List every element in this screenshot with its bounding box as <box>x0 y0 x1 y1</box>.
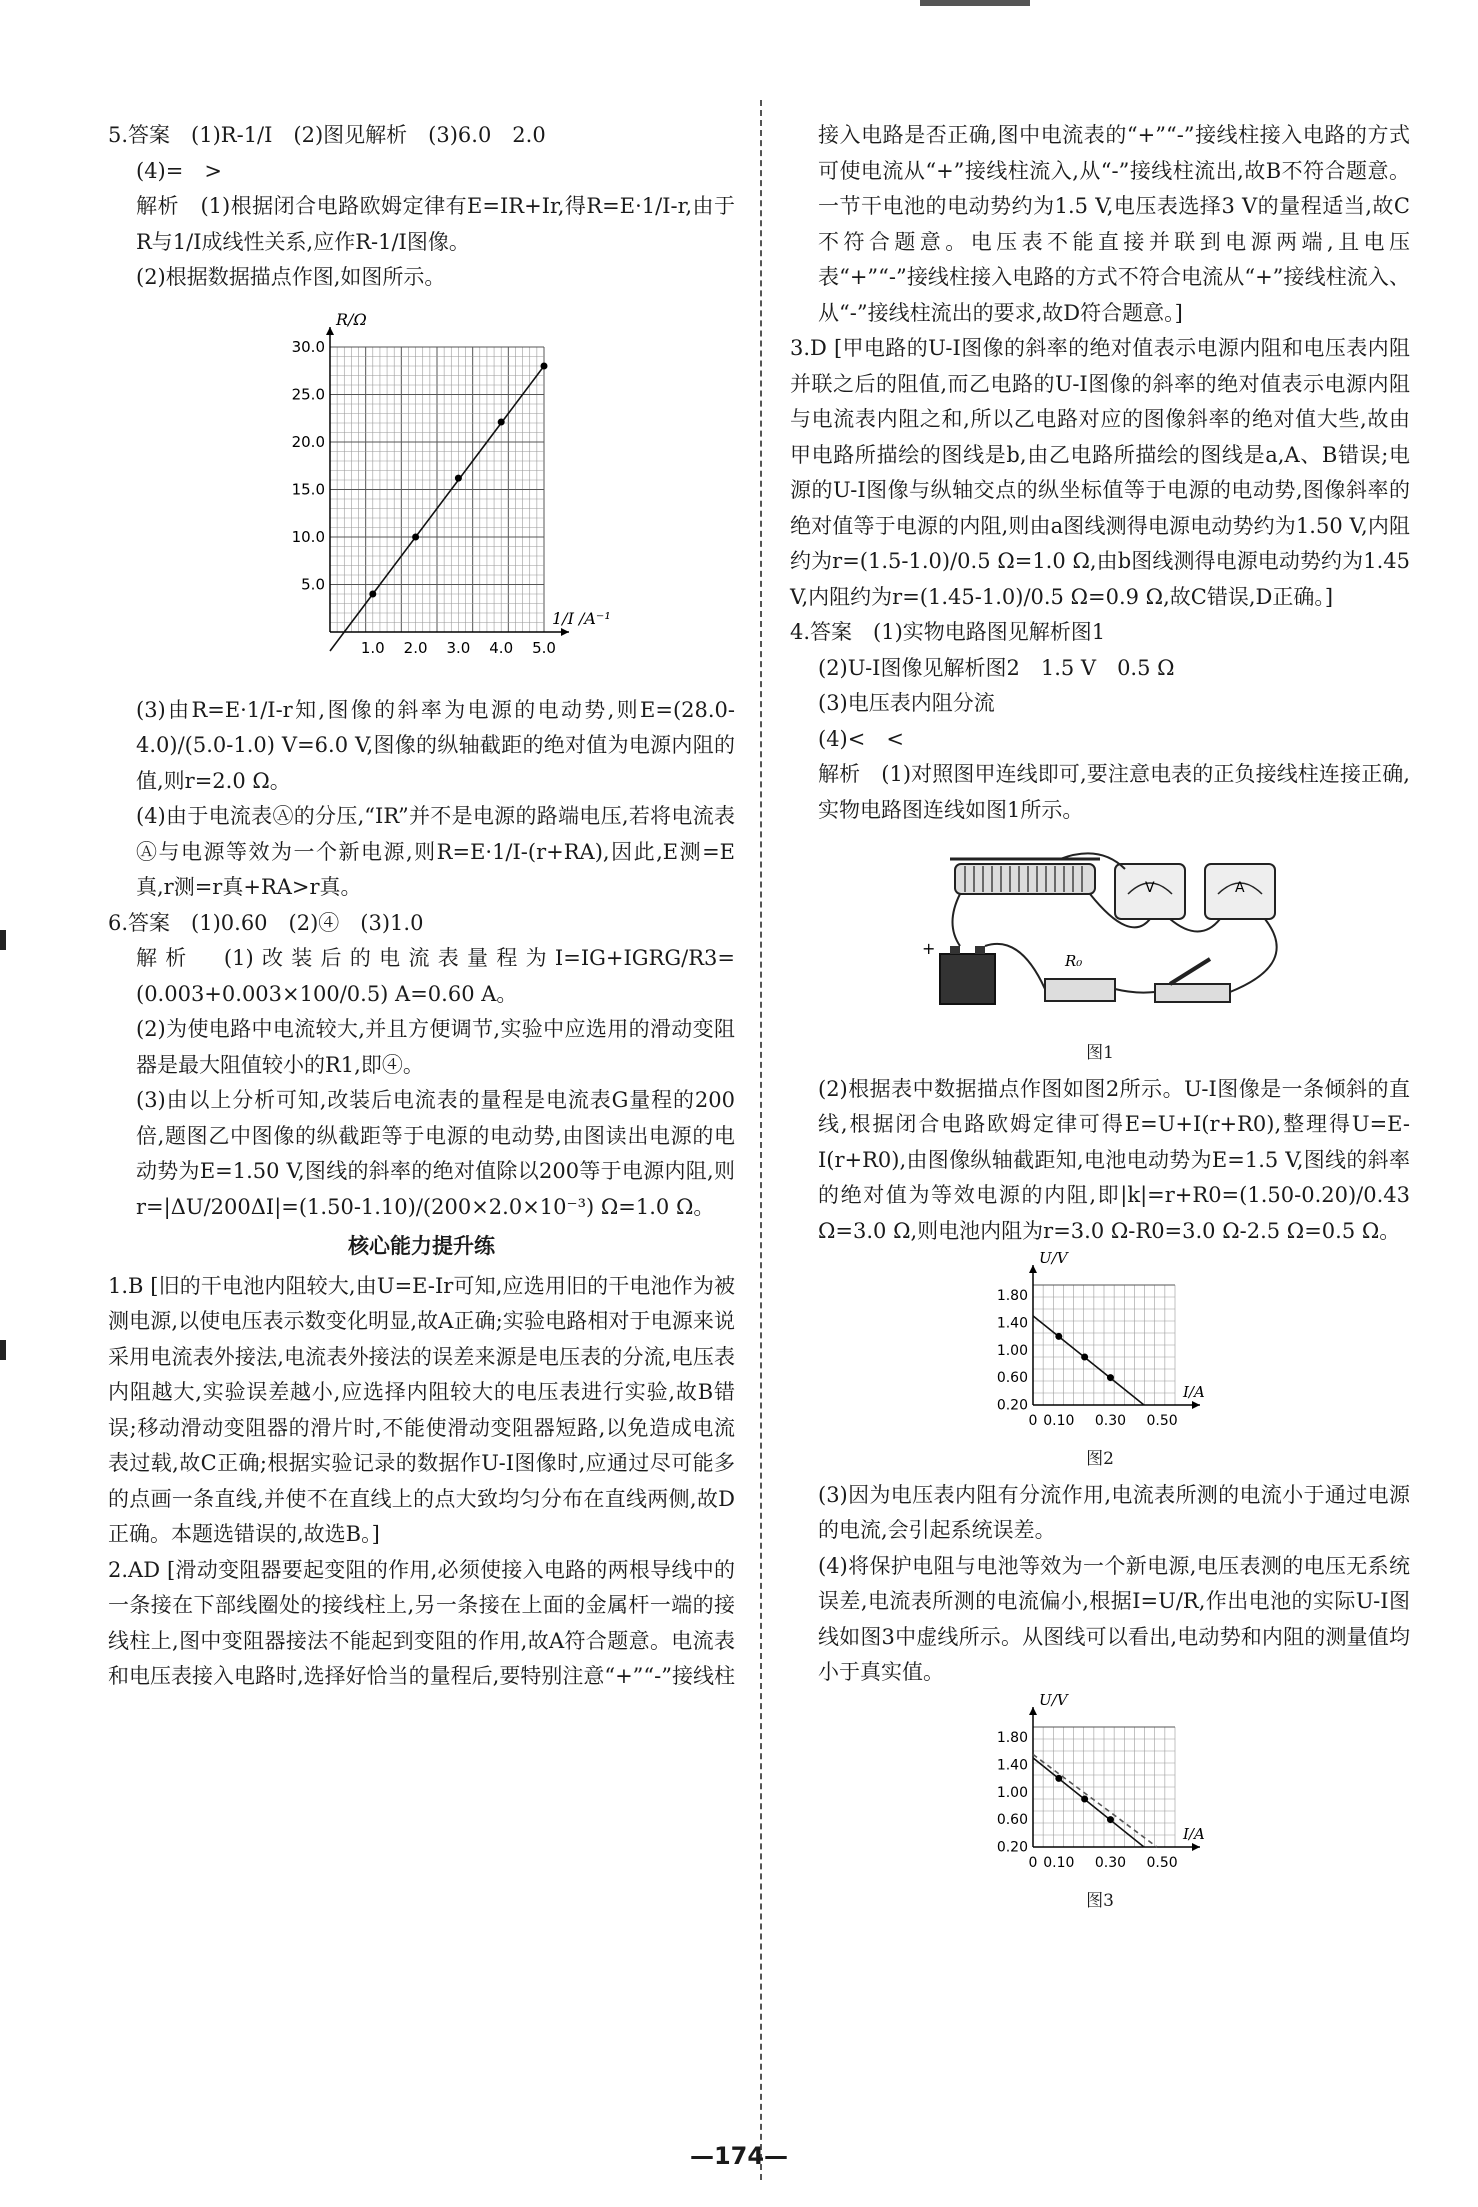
wire <box>953 894 961 946</box>
answer-item: 2.AD [滑动变阻器要起变阻的作用,必须使接入电路的两根导线中的一条接在下部线圈处的接线柱上,另一条接在上面的金属杆一端的接线柱上,图中变阻器接法不能起到变阻的作用,故A符合题意。电流表和电压表接入电路时,选择好恰当的量程后,要特别注意“+”“-”接线柱 <box>108 1557 735 1688</box>
y-axis-label: U/V <box>1039 1249 1068 1267</box>
x-tick-label: 4.0 <box>488 638 513 657</box>
y-tick-label: 1.00 <box>996 1342 1028 1359</box>
x-tick-label: 1.0 <box>360 638 385 657</box>
y-tick-label: 0.60 <box>996 1370 1028 1387</box>
figure-caption: 图2 <box>1086 1449 1114 1469</box>
resistor-r0 <box>1045 979 1115 1001</box>
y-tick-label: 1.40 <box>996 1756 1028 1773</box>
paragraph: (2)根据表中数据描点作图如图2所示。U-I图像是一条倾斜的直线,根据闭合电路欧姆定律可得E=U+I(r+R0),整理得U=E-I(r+R0),由图像纵轴截距知,电池电动势为E=1.5 V,图线的斜率的绝对值为等效电源的内阻,即|k|=r+R0=(1.50-0.20)/0.43 Ω=3.0 Ω,则电池内阻为r=3.0 Ω-R0=3.0 Ω-2.5 Ω=0.5 Ω。 <box>818 1076 1410 1243</box>
side-scan-mark <box>0 1340 6 1360</box>
side-scan-mark <box>0 930 6 950</box>
x-tick-label: 0.50 <box>1146 1854 1178 1871</box>
paragraph: 解析 (1)根据闭合电路欧姆定律有E=IR+Ir,得R=E·1/I-r,由于R与1/I成线性关系,应作R-1/I图像。 <box>136 194 735 254</box>
data-point <box>1081 1354 1088 1361</box>
paragraph: 接入电路是否正确,图中电流表的“+”“-”接线柱接入电路的方式可使电流从“+”接线柱流入,从“-”接线柱流出,故B不符合题意。一节干电池的电动势约为1.5 V,电压表选择3 V的量程适当,故C不符合题意。电压表不能直接并联到电源两端,且电压表“+”“-”接线柱接入电路的方式不符合电流从“+”接线柱流入、从“-”接线柱流出的要求,故D符合题意。] <box>818 123 1410 325</box>
y-axis-arrow <box>1029 1707 1037 1715</box>
r-vs-1-over-i-graph <box>272 302 611 687</box>
column-divider <box>760 100 762 2180</box>
circuit-diagram <box>900 834 1300 1034</box>
x-tick-label: 2.0 <box>403 638 428 657</box>
y-tick-label: 10.0 <box>291 527 325 546</box>
figure-caption: 图3 <box>1086 1890 1114 1911</box>
figure-caption: 图1 <box>1086 1043 1114 1063</box>
paragraph: 解析 (1)对照图甲连线即可,要注意电表的正负接线柱连接正确,实物电路图连线如图1所示。 <box>818 762 1410 822</box>
paragraph: (3)由以上分析可知,改装后电流表的量程是电流表G量程的200倍,题图乙中图像的纵截距等于电源的电动势,由图读出电源的电动势为E=1.50 V,图线的斜率的绝对值除以200等于电源内阻,则r=|ΔU/200ΔI|=(1.50-1.10)/(200×2.0×10⁻³) Ω=1.0 Ω。 <box>136 1088 735 1219</box>
paragraph: (4)= > <box>136 158 222 183</box>
dashed-fit-line <box>1033 1754 1157 1847</box>
x-tick-label: 0.30 <box>1094 1413 1127 1429</box>
x-axis-label: I/A <box>1183 1383 1205 1401</box>
y-tick-label: 0.20 <box>996 1839 1028 1856</box>
x-tick-label: 0.50 <box>1146 1413 1178 1429</box>
svg-text:A: A <box>1235 880 1245 896</box>
battery <box>940 954 995 1004</box>
data-point <box>1055 1333 1062 1340</box>
wire <box>1115 989 1155 993</box>
y-tick-label: 1.00 <box>996 1784 1028 1801</box>
data-point <box>540 362 547 369</box>
y-tick-label: 1.40 <box>996 1315 1028 1332</box>
y-axis-label: U/V <box>1039 1690 1068 1709</box>
y-tick-label: 0.20 <box>996 1397 1028 1414</box>
data-point <box>1081 1795 1088 1802</box>
paragraph: 解析 (1)改装后的电流表量程为I=IG+IGRG/R3=(0.003+0.003×100/0.5) A=0.60 A。 <box>136 946 735 1006</box>
switch <box>1155 984 1230 1002</box>
y-tick-label: 25.0 <box>291 385 325 403</box>
x-tick-label: 0.10 <box>1043 1413 1075 1429</box>
y-tick-label: 1.80 <box>996 1287 1028 1304</box>
y-axis-arrow <box>326 327 334 335</box>
y-axis-label: R/Ω <box>335 309 367 329</box>
y-axis-arrow <box>1029 1265 1037 1273</box>
wire <box>1230 919 1277 992</box>
x-tick-label: 0 <box>1028 1854 1038 1871</box>
fit-line <box>1033 1316 1144 1405</box>
x-axis-arrow <box>561 628 569 636</box>
wire <box>1170 919 1220 932</box>
right-column <box>790 118 1410 1919</box>
answer-item: 3.D [甲电路的U-I图像的斜率的绝对值表示电源内阻和电压表内阻并联之后的阻值,而乙电路的U-I图像的斜率的绝对值表示电源内阻与电流表内阻之和,所以乙电路对应的图像斜率的绝对值大些,故由甲电路所描绘的图线是b,由乙电路所描绘的图线是a,A、B错误;电源的U-I图像与纵轴交点的纵坐标值等于电源的电动势,图像斜率的绝对值等于电源的内阻,则由a图线测得电源电动势约为1.50 V,内阻约为r=(1.5-1.0)/0.5 Ω=1.0 Ω,由b图线测得电源电动势约为1.45 V,内阻约为r=(1.45-1.0)/0.5 Ω=0.9 Ω,故C错误,D正确。] <box>790 336 1410 609</box>
x-axis-arrow <box>1192 1843 1200 1851</box>
data-point <box>412 533 419 540</box>
paragraph: (4)由于电流表Ⓐ的分压,“IR”并不是电源的路端电压,若将电流表Ⓐ与电源等效为一个新电源,则R=E·1/I-(r+RA),因此,E测=E真,r测=r真+RA>r真。 <box>136 804 735 899</box>
paragraph: (3)电压表内阻分流 <box>818 691 995 715</box>
paragraph: (2)根据数据描点作图,如图所示。 <box>136 265 446 289</box>
answer-item: 5.答案 (1)R-1/I (2)图见解析 (3)6.0 2.0 <box>108 123 546 147</box>
rheostat <box>955 864 1095 894</box>
x-tick-label: 0.10 <box>1043 1854 1075 1871</box>
y-tick-label: 1.80 <box>996 1729 1028 1746</box>
x-tick-label: 3.0 <box>445 638 470 657</box>
paragraph: (4)< < <box>818 726 904 751</box>
y-tick-label: 30.0 <box>291 337 325 356</box>
paragraph: (3)因为电压表内阻有分流作用,电流表所测的电流小于通过电源的电流,会引起系统误差。 <box>818 1482 1410 1542</box>
data-point <box>454 474 461 481</box>
paragraph: (4)将保护电阻与电池等效为一个新电源,电压表测的电压无系统误差,电流表所测的电流偏小,根据I=U/R,作出电池的实际U-I图线如图3中虚线所示。从图线可以看出,电动势和内阻的测量值均小于真实值。 <box>818 1553 1410 1684</box>
data-point <box>497 418 504 425</box>
ui-graph-fig3 <box>985 1690 1215 1882</box>
y-tick-label: 20.0 <box>291 432 325 451</box>
fit-line <box>1033 1757 1144 1846</box>
paragraph: (2)为使电路中电流较大,并且方便调节,实验中应选用的滑动变阻器是最大阻值较小的R1,即④。 <box>136 1017 735 1077</box>
top-scan-mark <box>920 0 1030 6</box>
svg-text:+: + <box>922 939 936 958</box>
x-tick-label: 0.30 <box>1094 1854 1127 1871</box>
x-tick-label: 5.0 <box>531 638 556 657</box>
data-point <box>1055 1774 1062 1781</box>
svg-text:V: V <box>1145 880 1155 896</box>
answer-item: 1.B [旧的干电池内阻较大,由U=E-Ir可知,应选用旧的干电池作为被测电源,以使电压表示数变化明显,故A正确;实验电路相对于电源来说采用电流表外接法,电流表外接法的误差来源是电压表的分流,电压表内阻越大,实验误差越小,应选择内阻较大的电压表进行实验,故B错误;移动滑动变阻器的滑片时,不能使滑动变阻器短路,以免造成电流表过载,故C正确;根据实验记录的数据作U-I图像时,应通过尽可能多的点画一条直线,并使不在直线上的点大致均匀分布在直线两侧,故D正确。本题选错误的,故选B。] <box>108 1273 735 1546</box>
data-point <box>369 590 376 597</box>
x-axis-arrow <box>1192 1401 1200 1409</box>
y-tick-label: 15.0 <box>291 480 325 498</box>
y-tick-label: 5.0 <box>300 575 325 593</box>
ui-graph-fig2 <box>985 1249 1215 1440</box>
answer-item: 6.答案 (1)0.60 (2)④ (3)1.0 <box>108 910 424 935</box>
x-tick-label: 0 <box>1028 1413 1038 1429</box>
data-point <box>1107 1816 1114 1823</box>
left-column <box>108 118 735 1695</box>
y-tick-label: 0.60 <box>996 1811 1028 1828</box>
answer-item: 4.答案 (1)实物电路图见解析图1 <box>790 620 1106 644</box>
section-heading: 核心能力提升练 <box>348 1234 495 1258</box>
paragraph: (3)由R=E·1/I-r知,图像的斜率为电源的电动势,则E=(28.0-4.0)/(5.0-1.0) V=6.0 V,图像的纵轴截距的绝对值为电源内阻的值,则r=2.0 Ω。 <box>136 697 735 793</box>
data-point <box>1107 1374 1114 1381</box>
x-axis-label: I/A <box>1183 1824 1205 1843</box>
page-number: —174— <box>689 2142 789 2170</box>
paragraph: (2)U-I图像见解析图2 1.5 V 0.5 Ω <box>818 655 1175 680</box>
x-axis-label: 1/I /A⁻¹ <box>551 608 611 628</box>
svg-text:R₀: R₀ <box>1065 952 1083 970</box>
